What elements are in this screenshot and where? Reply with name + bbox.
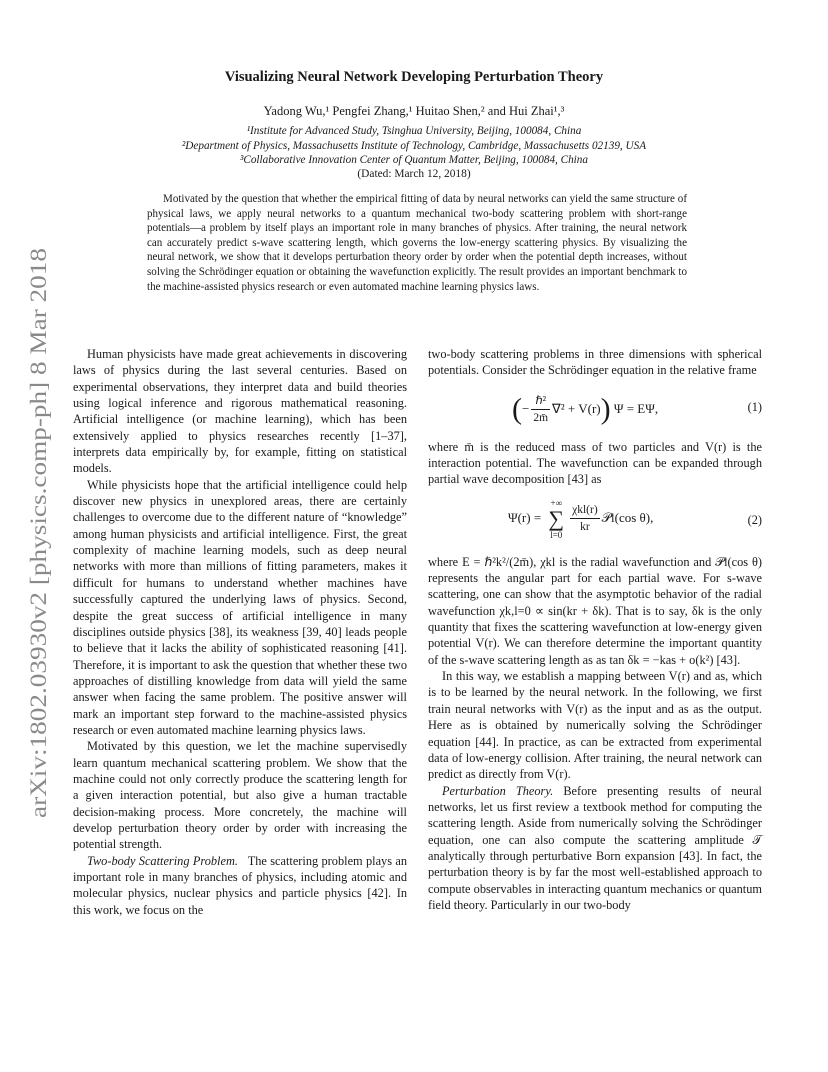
intro-paragraph-2: While physicists hope that the artificial intelligence could help discover new physics in unexplored areas, there are certainly challenges to overcome due to the different nature of “knowledge” among human physicists and artificial intelligence. First, the great complexity of machine learning models, such as deep neural networks with more than millions of fitting parameters, makes it difficult for humans to understand whether machines have successfully captured the underlying laws of physics. Second, despite the great success of artificial intelligence in many disciplines outside physics [38], its weakness [39, 40] leads people to believe that it lacks the ability of sophisticated reasoning [41]. Therefore, it is important to ask the question that whether these two approaches of distilling knowledge from data will yield the same answer when facing the same problem. The positive answer will mark an important step forward to the machine-assisted physics research or even automated machine learning physics laws. [73,477,407,737]
eq2-sum [548,498,564,540]
paper-title: Visualizing Neural Network Developing Perturbation Theory [224,69,604,85]
affiliation-3: ³Collaborative Innovation Center of Quantum Matter, Beijing, 100084, China [240,154,588,166]
abstract: Motivated by the question that whether the empirical fitting of data by neural networks can yield the same structure of physical laws, we apply neural networks to a quantum mechanical two-body scattering problem with short-range potentials—a problem by itself plays an important role in many branches of physics. After training, the neural network can accurately predict s-wave scattering length, which governs the low-energy scattering physics. By visualizing the neural network, we show that it develops perturbation theory order by order when the potential depth increases, without solving the Schrödinger equation or obtaining the wavefunction explicitly. The result provides an important benchmark to the machine-assisted physics research or even automated machine learning physics laws. [147,193,687,293]
eq2-lhs: Ψ(r) = [508,509,542,525]
perturbation-text: Before presenting results of neural networks, let us first review a textbook method for computing the scattering length. Aside from numerically solving the Schrödinger equation, one can also compute the scattering amplitude 𝒯 analytically through perturbative Born expansion [43]. In fact, the perturbation theory is by far the most well-established approach to compute observables in interacting quantum mechanics or quantum field theory. Particularly in our two-body [428,783,762,912]
left-column [73,346,407,918]
arxiv-identifier-stamp [22,240,52,820]
eq2-fraction [570,502,600,536]
eq1-denominator: 2m̄ [533,412,549,425]
equation-2 [428,494,762,548]
affiliation-1: ¹Institute for Advanced Study, Tsinghua University, Beijing, 100084, China [246,125,582,137]
section-heading-perturbation: Perturbation Theory. [442,783,554,798]
scattering-problem-text: The scattering problem plays an important role in many branches of physics, including atomic and molecular physics, nuclear physics and particle physics [42]. In this work, we focus on the [73,853,407,917]
intro-paragraph-3: Motivated by this question, we let the machine supervisedly learn quantum mechanical scattering problem. We show that the machine could not only correctly produce the scattering length for a given interaction potential, but also give a human tractable decision-making process. More concretely, the machine will develop perturbation theory order by order with increasing the potential strength. [73,739,407,852]
eq1-open-paren: ( [512,392,522,426]
eq2-sum-lower: l=0 [550,529,563,540]
eq2-denominator: kr [580,521,590,534]
eq1-operator: ∇² + V(r) [552,400,601,416]
schrodinger-intro-paragraph: two-body scattering problems in three dimensions with spherical potentials. Consider the Schrödinger equation in the relative frame [428,347,762,378]
intro-paragraph-1: Human physicists have made great achievements in discovering laws of physics during the last several centuries. Based on experimental observations, they interpret data and build theories using logical inference and rigorous mathematical reasoning. Artificial intelligence (or machine learning), which has been extensively applied to physics researches recently [1–37], interprets data empirically by, for example, fitting on statistical models. [73,347,407,476]
eq1-numerator: ℏ² [531,393,550,410]
arxiv-stamp-svg [22,240,52,820]
affiliation-2: ²Department of Physics, Massachusetts Institute of Technology, Cambridge, Massachusetts 02139, USA [181,139,647,152]
author-list: Yadong Wu,¹ Pengfei Zhang,¹ Huitao Shen,² and Hui Zhai¹,³ [263,104,565,118]
eq1-close-paren: ) [600,392,611,426]
perturbation-paragraph [428,783,762,914]
right-column [428,346,762,913]
eq2-number: (2) [747,512,762,527]
eq2-rest: 𝒫l(cos θ), [601,509,654,525]
equation-1 [428,385,762,433]
eq1-number: (1) [747,399,762,414]
date-line: (Dated: March 12, 2018) [357,168,471,180]
eq2-numerator: χkl(r) [570,502,600,519]
section-heading-two-body: Two-body Scattering Problem. [87,853,238,868]
eq1-fraction [531,393,550,427]
scattering-length-paragraph: where E = ℏ²k²/(2m̄), χkl is the radial wavefunction and 𝒫l(cos θ) represents the angular part for each partial wave. For s-wave scattering, one can show that the asymptotic behavior of the radial wavefunction χk,l=0 ∝ sin(kr + δk). That is to say, δk is the only quantity that fixes the scattering wavefunction at low-energy given potential V(r). We can therefore determine the important quantity of the s-wave scattering length as as tan δk = −kas + o(k²) [43]. [428,554,762,667]
wavefunction-paragraph: where m̄ is the reduced mass of two particles and V(r) is the interaction potential. The wavefunction can be expanded through partial wave decomposition [43] as [428,439,762,487]
arxiv-id-text: arXiv:1802.03930v2 [physics.comp-ph] 8 Mar 2018 [26,325,52,818]
mapping-paragraph: In this way, we establish a mapping between V(r) and as, which is to be learned by the neural network. In the following, we first train neural networks with V(r) as the input and as as the output. Here as is obtained by numerically solving the Schrödinger equation [44]. In practice, as can be extracted from experimental data of low-energy collision. After training, the neural network can predict as directly from V(r). [428,669,762,782]
eq2-sum-upper: +∞ [550,497,563,508]
scattering-problem-paragraph [73,853,407,918]
eq1-rhs: Ψ = EΨ, [613,400,659,416]
eq1-minus: − [522,400,530,416]
eq2-sum-symbol: ∑ [548,505,565,531]
